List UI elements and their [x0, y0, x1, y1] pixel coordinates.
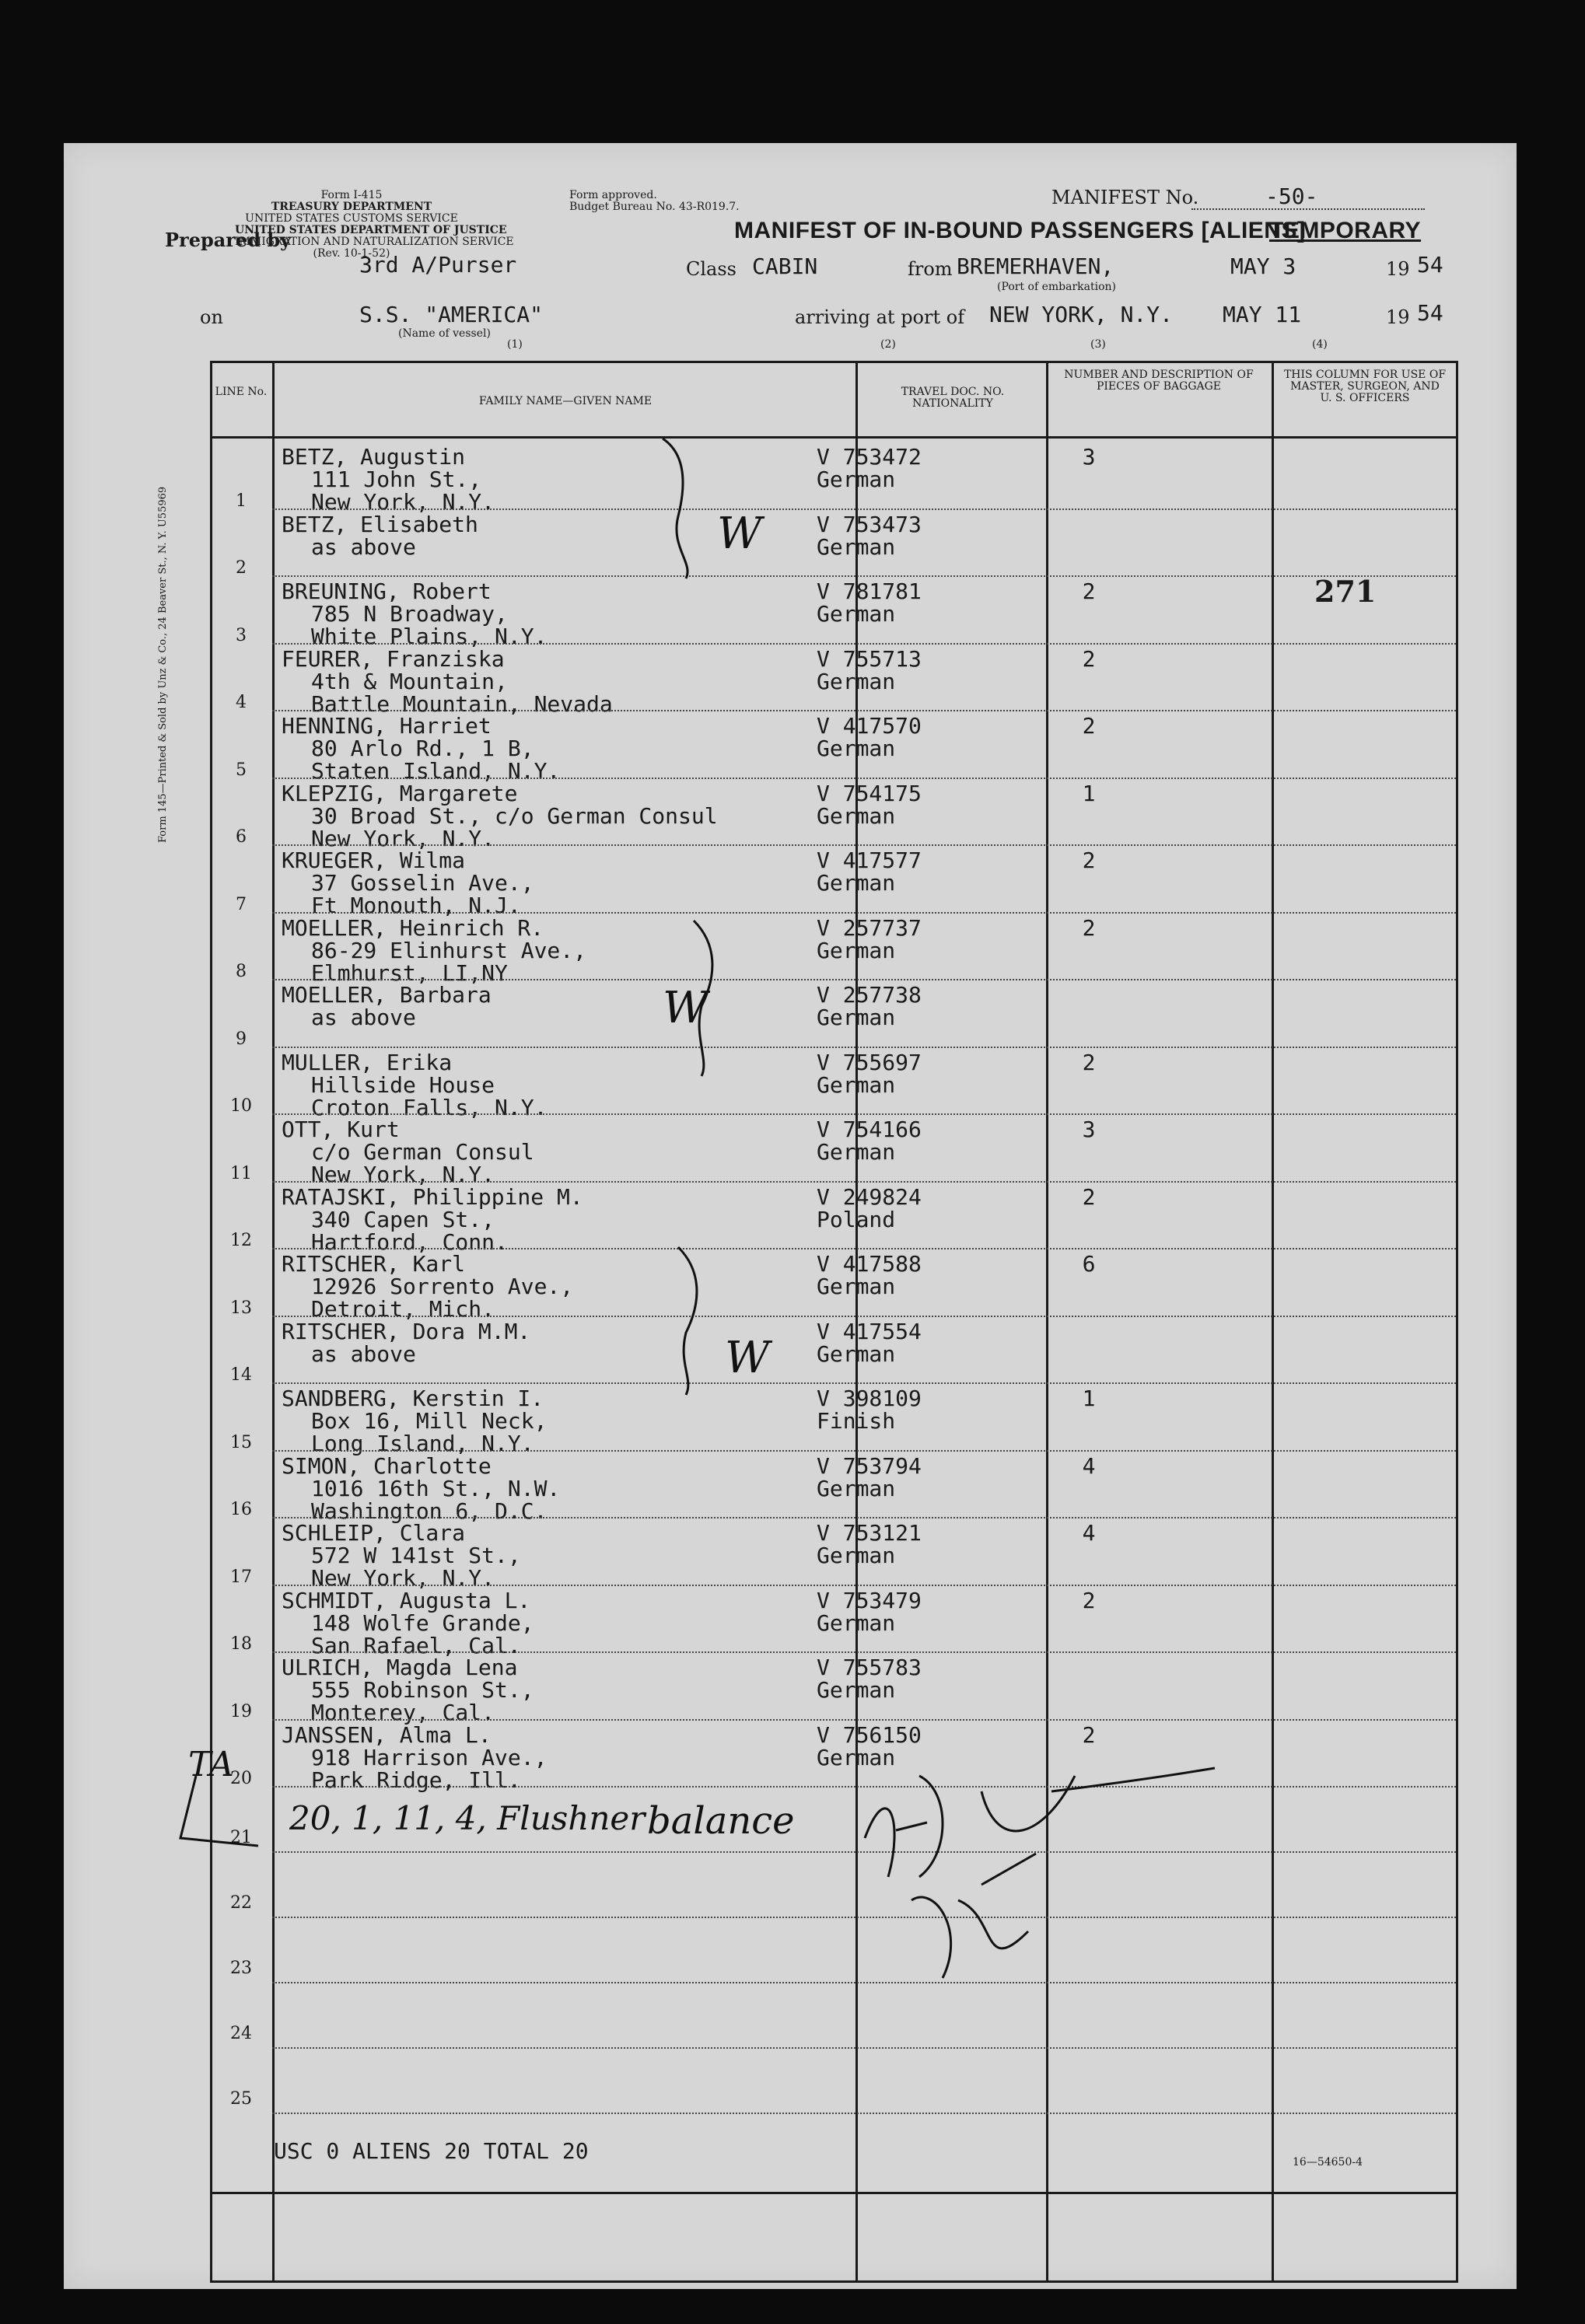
nationality: German — [817, 467, 896, 492]
footer-code: 16—54650-4 — [1293, 2156, 1363, 2168]
address-line-2: Croton Falls, N.Y. — [311, 1094, 548, 1120]
address-line-1: Box 16, Mill Neck, — [311, 1408, 548, 1434]
address-line-2: New York, N.Y. — [311, 825, 495, 851]
nationality: German — [817, 1609, 896, 1636]
line-number: 2 — [236, 558, 247, 578]
nationality: German — [817, 668, 896, 694]
travel-doc-number: V 753121 — [817, 1520, 922, 1546]
travel-doc-number: V 417588 — [817, 1251, 922, 1277]
family-given-name: KLEPZIG, Margarete — [282, 780, 518, 806]
travel-doc-number: V 756150 — [817, 1721, 922, 1748]
family-given-name: MULLER, Erika — [282, 1049, 453, 1075]
line-number: 14 — [230, 1365, 252, 1385]
header-travel-doc: TRAVEL DOC. NO. NATIONALITY — [901, 386, 1005, 410]
scribble-signature — [911, 1854, 1036, 1978]
address-line-1: 148 Wolfe Grande, — [311, 1609, 534, 1636]
line-number: 13 — [230, 1298, 252, 1318]
manifest-title: MANIFEST OF IN-BOUND PASSENGERS [ALIENS] — [734, 218, 1306, 243]
baggage-count: 2 — [1082, 645, 1096, 672]
baggage-count: 2 — [1082, 1721, 1096, 1748]
class-label: Class — [686, 258, 737, 280]
address-line-2: White Plains, N.Y. — [311, 624, 548, 649]
arrival-date: MAY 11 — [1223, 302, 1302, 327]
address-line-1: 86-29 Elinhurst Ave., — [311, 937, 587, 963]
diagonal-checkmark — [180, 1776, 258, 1846]
family-given-name: RITSCHER, Karl — [282, 1251, 466, 1277]
manifest-page — [64, 143, 1517, 2289]
address-line-2: San Rafael, Cal. — [311, 1632, 521, 1658]
address-line-2: New York, N.Y. — [311, 489, 495, 515]
address-line-2: Ft Monouth, N.J. — [311, 893, 521, 918]
travel-doc-number: V 257738 — [817, 982, 922, 1008]
arrival-year: 54 — [1417, 300, 1443, 326]
baggage-count: 6 — [1082, 1251, 1096, 1277]
baggage-count: 4 — [1082, 1452, 1096, 1479]
nationality: German — [817, 736, 896, 761]
address-line-1: 4th & Mountain, — [311, 668, 508, 694]
travel-doc-number: V 753479 — [817, 1587, 922, 1613]
family-given-name: BREUNING, Robert — [282, 578, 492, 604]
nationality: German — [817, 1139, 896, 1165]
address-line-2: Park Ridge, Ill. — [311, 1767, 521, 1793]
nationality: German — [817, 533, 896, 560]
travel-doc-number: V 755697 — [817, 1049, 922, 1075]
line-number: 4 — [236, 693, 247, 712]
line-number: 18 — [230, 1634, 252, 1654]
address-line-2: Long Island, N.Y. — [311, 1431, 534, 1456]
handwritten-ta: TA — [188, 1745, 234, 1784]
form-revision: (Rev. 10-1-52) — [313, 247, 390, 260]
budget-bureau: Budget Bureau No. 43-R019.7. — [569, 201, 740, 213]
bracket-mark — [678, 1247, 697, 1395]
nationality: German — [817, 1340, 896, 1367]
address-line-2: New York, N.Y. — [311, 1565, 495, 1591]
nationality: German — [817, 1543, 896, 1568]
address-line-1: as above — [311, 1340, 416, 1367]
header-family-name: FAMILY NAME—GIVEN NAME — [478, 395, 653, 407]
address-line-2: Elmhurst, LI,NY — [311, 959, 508, 986]
line-number: 25 — [230, 2089, 252, 2109]
baggage-count: 2 — [1082, 1587, 1096, 1613]
line-number: 19 — [230, 1701, 252, 1721]
departure-year: 54 — [1417, 252, 1443, 278]
header-line-no: LINE No. — [215, 386, 268, 398]
manifest-title-temporary: TEMPORARY — [1269, 218, 1422, 243]
form-approved: Form approved. — [569, 189, 657, 201]
address-line-1: 30 Broad St., c/o German Consul — [311, 802, 718, 829]
line-number: 23 — [230, 1959, 252, 1978]
purser-title: 3rd A/Purser — [359, 252, 517, 278]
address-line-1: 918 Harrison Ave., — [311, 1744, 548, 1770]
nationality: German — [817, 802, 896, 829]
baggage-count: 3 — [1082, 444, 1096, 470]
line-number: 11 — [230, 1163, 252, 1183]
col-number-1: (1) — [507, 338, 523, 351]
baggage-count: 1 — [1082, 780, 1096, 806]
travel-doc-number: V 398109 — [817, 1386, 922, 1411]
baggage-count: 1 — [1082, 1386, 1096, 1411]
header-baggage: NUMBER AND DESCRIPTION OF PIECES OF BAGGAGE — [1064, 369, 1254, 393]
line-number: 20 — [230, 1769, 252, 1788]
address-line-1: 340 Capen St., — [311, 1206, 495, 1232]
totals-line: USC 0 ALIENS 20 TOTAL 20 — [274, 2138, 589, 2164]
family-given-name: OTT, Kurt — [282, 1117, 400, 1142]
class-value: CABIN — [752, 253, 818, 279]
travel-doc-number: V 417570 — [817, 713, 922, 739]
line-number: 9 — [236, 1029, 247, 1049]
handwriting-marks — [64, 143, 1517, 2289]
form-number: Form I-415 — [320, 189, 383, 201]
travel-doc-number: V 753473 — [817, 511, 922, 537]
address-line-1: c/o German Consul — [311, 1139, 534, 1165]
address-line-2: New York, N.Y. — [311, 1162, 495, 1187]
address-line-1: Hillside House — [311, 1071, 495, 1098]
family-given-name: SCHMIDT, Augusta L. — [282, 1587, 531, 1613]
address-line-1: 555 Robinson St., — [311, 1677, 534, 1703]
address-line-1: 80 Arlo Rd., 1 B, — [311, 736, 534, 761]
baggage-count: 2 — [1082, 713, 1096, 739]
line-number: 3 — [236, 625, 247, 645]
line-number: 21 — [230, 1828, 252, 1847]
baggage-count: 2 — [1082, 914, 1096, 941]
dept-justice: UNITED STATES DEPARTMENT OF JUSTICE — [235, 224, 507, 236]
baggage-count: 2 — [1082, 1183, 1096, 1210]
embark-port: BREMERHAVEN, — [957, 253, 1114, 279]
travel-doc-number: V 754175 — [817, 780, 922, 806]
handwritten-balance: balance — [647, 1799, 795, 1843]
baggage-count: 2 — [1082, 847, 1096, 873]
travel-doc-number: V 754166 — [817, 1117, 922, 1142]
family-given-name: MOELLER, Heinrich R. — [282, 914, 544, 941]
nationality: German — [817, 601, 896, 627]
address-line-1: 1016 16th St., N.W. — [311, 1475, 561, 1501]
embark-port-caption: (Port of embarkation) — [997, 281, 1116, 293]
travel-doc-number: V 753472 — [817, 444, 922, 470]
line-number: 10 — [230, 1096, 252, 1116]
from-label: from — [908, 258, 953, 280]
col-number-3: (3) — [1090, 338, 1106, 351]
vessel-name: S.S. "AMERICA" — [359, 302, 544, 327]
baggage-count: 2 — [1082, 1049, 1096, 1075]
family-given-name: SANDBERG, Kerstin I. — [282, 1386, 544, 1411]
travel-doc-number: V 755713 — [817, 645, 922, 672]
family-given-name: BETZ, Augustin — [282, 444, 466, 470]
departure-date: MAY 3 — [1230, 253, 1296, 279]
address-line-1: 785 N Broadway, — [311, 601, 508, 627]
handwritten-w: W — [663, 983, 708, 1033]
address-line-2: Battle Mountain, Nevada — [311, 690, 613, 717]
address-line-1: as above — [311, 533, 416, 560]
travel-doc-number: V 257737 — [817, 914, 922, 941]
printer-side-note: Form 145—Printed & Sold by Unz & Co., 24 Beaver St., N. Y. U55969 — [157, 486, 169, 843]
dept-treasury: TREASURY DEPARTMENT — [271, 201, 432, 213]
address-line-2: Hartford, Conn. — [311, 1228, 508, 1255]
baggage-count: 2 — [1082, 578, 1096, 604]
line-number: 5 — [236, 760, 247, 780]
col-number-2: (2) — [880, 338, 896, 351]
officer-note: 271 — [1314, 574, 1377, 609]
nationality: Poland — [817, 1206, 896, 1232]
family-given-name: BETZ, Elisabeth — [282, 511, 478, 537]
nationality: German — [817, 1677, 896, 1703]
address-line-1: 37 Gosselin Ave., — [311, 870, 534, 896]
manifest-number: -50- — [1265, 183, 1318, 209]
address-line-1: as above — [311, 1005, 416, 1030]
travel-doc-number: V 755783 — [817, 1655, 922, 1680]
nationality: German — [817, 1005, 896, 1030]
family-given-name: MOELLER, Barbara — [282, 982, 492, 1008]
family-given-name: JANSSEN, Alma L. — [282, 1721, 492, 1748]
baggage-count: 3 — [1082, 1117, 1096, 1142]
family-given-name: KRUEGER, Wilma — [282, 847, 466, 873]
dept-customs: UNITED STATES CUSTOMS SERVICE — [245, 212, 458, 225]
baggage-count: 4 — [1082, 1520, 1096, 1546]
address-line-1: 111 John St., — [311, 467, 482, 492]
address-line-1: 12926 Sorrento Ave., — [311, 1274, 574, 1299]
line-number: 7 — [236, 894, 247, 914]
travel-doc-number: V 753794 — [817, 1452, 922, 1479]
dept-ins: IMMIGRATION AND NATURALIZATION SERVICE — [235, 236, 514, 248]
address-line-2: Detroit, Mich. — [311, 1296, 495, 1322]
bracket-mark — [663, 439, 688, 578]
vessel-caption: (Name of vessel) — [398, 327, 491, 340]
line-number: 17 — [230, 1567, 252, 1587]
nationality: Finish — [817, 1408, 896, 1434]
address-line-2: Staten Island, N.Y. — [311, 758, 561, 784]
line-number: 12 — [230, 1231, 252, 1250]
travel-doc-number: V 781781 — [817, 578, 922, 604]
line-number: 6 — [236, 827, 247, 847]
line-number: 1 — [236, 491, 247, 511]
line-number: 16 — [230, 1500, 252, 1519]
nationality: German — [817, 1071, 896, 1098]
scribble-signature — [865, 1768, 1215, 1877]
nationality: German — [817, 1475, 896, 1501]
arrival-year-prefix: 19 — [1386, 306, 1410, 328]
family-given-name: SIMON, Charlotte — [282, 1452, 492, 1479]
line-number: 8 — [236, 962, 247, 981]
line-number: 24 — [230, 2024, 252, 2043]
family-given-name: RITSCHER, Dora M.M. — [282, 1318, 531, 1344]
travel-doc-number: V 417554 — [817, 1318, 922, 1344]
family-given-name: SCHLEIP, Clara — [282, 1520, 466, 1546]
col-number-4: (4) — [1312, 338, 1328, 351]
nationality: German — [817, 937, 896, 963]
handwritten-w: W — [717, 508, 762, 559]
header-officers: THIS COLUMN FOR USE OF MASTER, SURGEON, AND U. S. OFFICERS — [1283, 369, 1447, 404]
address-line-2: Washington 6, D.C. — [311, 1497, 548, 1524]
prepared-by-label: Prepared by — [165, 229, 292, 251]
arriving-label: arriving at port of — [795, 306, 965, 328]
handwritten-w: W — [725, 1333, 770, 1383]
line-number: 15 — [230, 1432, 252, 1452]
family-given-name: RATAJSKI, Philippine M. — [282, 1183, 583, 1210]
travel-doc-number: V 417577 — [817, 847, 922, 873]
nationality: German — [817, 1274, 896, 1299]
address-line-1: 572 W 141st St., — [311, 1543, 521, 1568]
line-number: 22 — [230, 1893, 252, 1913]
travel-doc-number: V 249824 — [817, 1183, 922, 1210]
address-line-2: Monterey, Cal. — [311, 1700, 495, 1725]
nationality: German — [817, 870, 896, 896]
arrival-port: NEW YORK, N.Y. — [989, 302, 1174, 327]
handwritten-line21-note: 20, 1, 11, 4, Flushner — [289, 1799, 646, 1837]
manifest-no-label: MANIFEST No. — [1051, 187, 1199, 208]
family-given-name: ULRICH, Magda Lena — [282, 1655, 518, 1680]
family-given-name: FEURER, Franziska — [282, 645, 505, 672]
family-given-name: HENNING, Harriet — [282, 713, 492, 739]
on-label: on — [200, 306, 223, 328]
nationality: German — [817, 1744, 896, 1770]
departure-year-prefix: 19 — [1386, 258, 1410, 280]
